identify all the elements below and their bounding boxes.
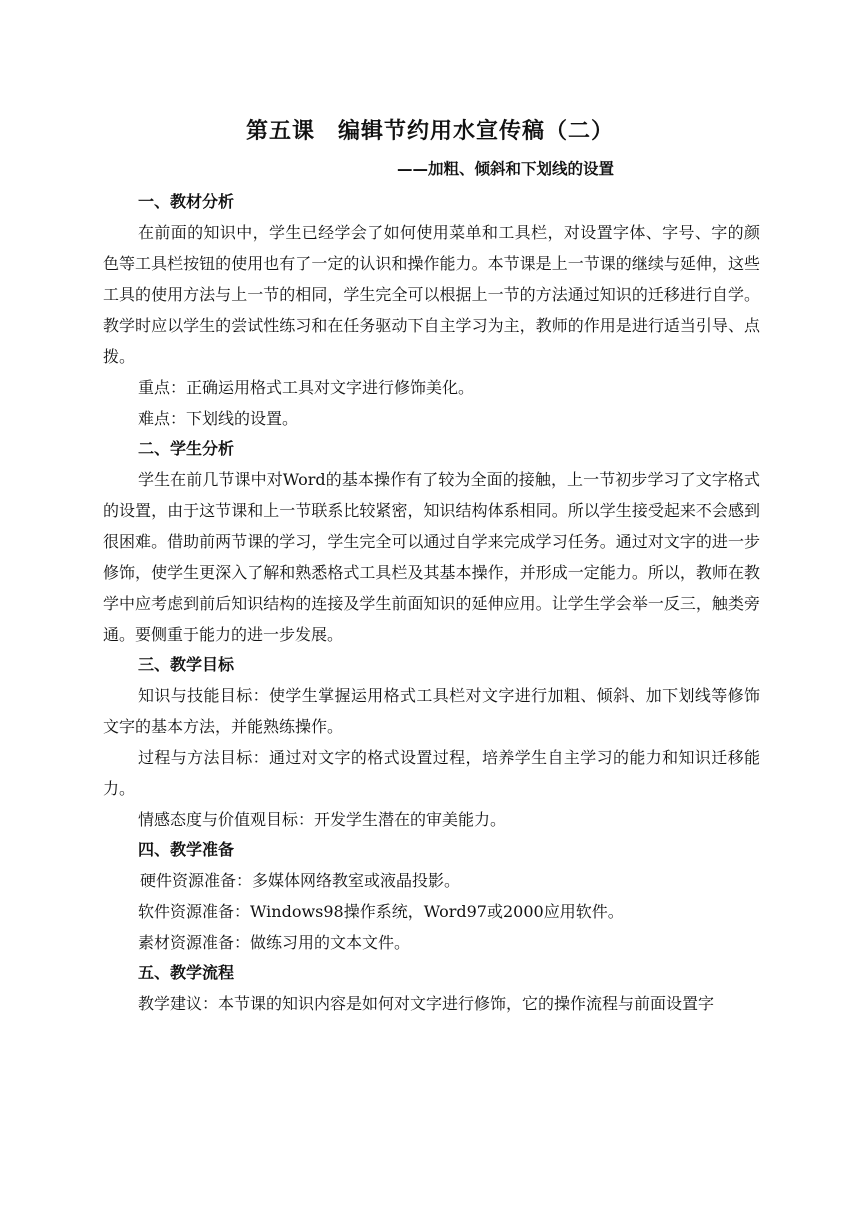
- paragraph: 重点：正确运用格式工具对文字进行修饰美化。: [138, 378, 475, 397]
- section-heading: 二、学生分析: [138, 439, 235, 458]
- paragraph: 难点：下划线的设置。: [138, 409, 299, 428]
- paragraph: 软件资源准备：Windows98操作系统，Word97或2000应用软件。: [138, 902, 624, 921]
- section-heading: 四、教学准备: [138, 840, 235, 859]
- paragraph: 过程与方法目标：通过对文字的格式设置过程，培养学生自主学习的能力和知识迁移能力。: [103, 748, 760, 798]
- section-heading: 三、教学目标: [138, 655, 235, 674]
- paragraph: 情感态度与价值观目标：开发学生潜在的审美能力。: [138, 810, 507, 829]
- document-body: [103, 187, 760, 1019]
- paragraph: 教学建议：本节课的知识内容是如何对文字进行修饰，它的操作流程与前面设置字: [138, 994, 715, 1013]
- paragraph: 学生在前几节课中对Word的基本操作有了较为全面的接触，上一节初步学习了文字格式的设置，由于这节课和上一节联系比较紧密，知识结构体系相同。所以学生接受起来不会感到很困难。借助前两节课的学习，学生完全可以通过自学来完成学习任务。通过对文字的进一步修饰，使学生更深入了解和熟悉格式工具栏及其基本操作，并形成一定能力。所以，教师在教学中应考虑到前后知识结构的连接及学生前面知识的延伸应用。让学生学会举一反三，触类旁通。要侧重于能力的进一步发展。: [103, 470, 760, 644]
- paragraph: 知识与技能目标：使学生掌握运用格式工具栏对文字进行加粗、倾斜、加下划线等修饰文字的基本方法，并能熟练操作。: [103, 686, 760, 736]
- lesson-subtitle: ——加粗、倾斜和下划线的设置: [396, 160, 614, 178]
- section-heading: 五、教学流程: [138, 963, 235, 982]
- paragraph: 在前面的知识中，学生已经学会了如何使用菜单和工具栏，对设置字体、字号、字的颜色等工具栏按钮的使用也有了一定的认识和操作能力。本节课是上一节课的继续与延伸，这些工具的使用方法与上一节的相同，学生完全可以根据上一节的方法通过知识的迁移进行自学。教学时应以学生的尝试性练习和在任务驱动下自主学习为主，教师的作用是进行适当引导、点拨。: [103, 223, 760, 366]
- lesson-title: 第五课 编辑节约用水宣传稿（二）: [245, 119, 614, 144]
- paragraph: 硬件资源准备：多媒体网络教室或液晶投影。: [140, 871, 461, 890]
- paragraph: 素材资源准备：做练习用的文本文件。: [138, 933, 411, 952]
- section-heading: 一、教材分析: [138, 192, 235, 211]
